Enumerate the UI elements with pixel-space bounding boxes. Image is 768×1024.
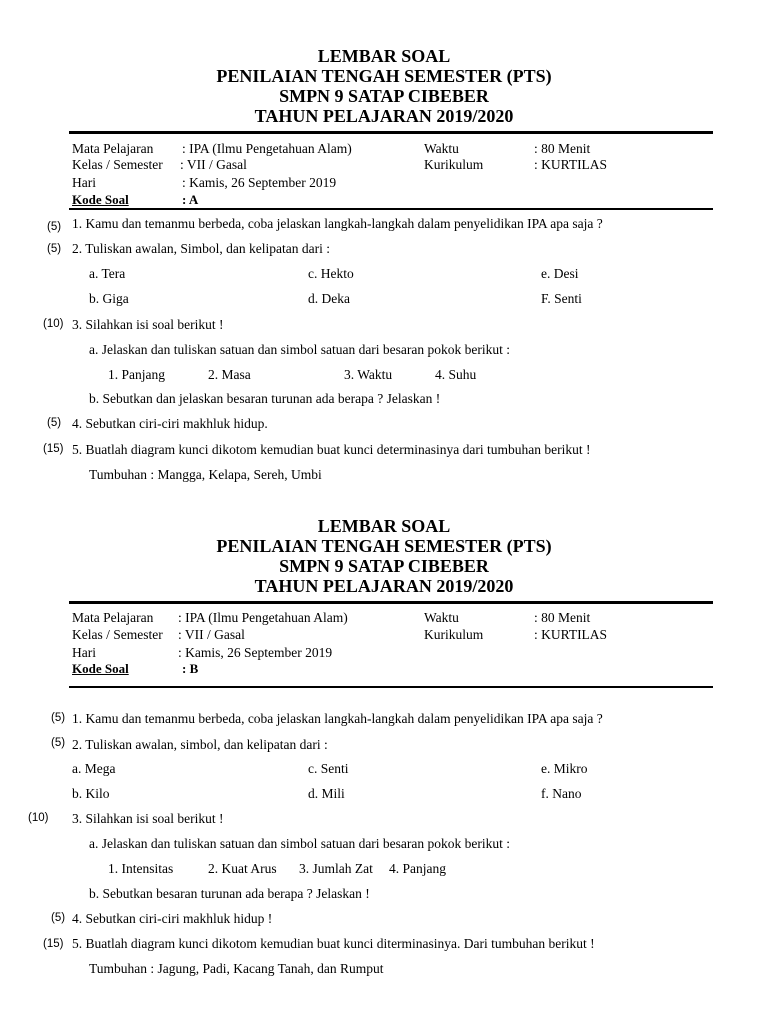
q4-score: (5) (47, 417, 62, 429)
q3-item: 4. Suhu (435, 367, 477, 382)
header-rule (69, 601, 713, 604)
curriculum-label: Kurikulum (424, 627, 484, 642)
q5-plants: Tumbuhan : Mangga, Kelapa, Sereh, Umbi (89, 467, 322, 482)
q3-text: 3. Silahkan isi soal berikut ! (72, 317, 224, 332)
q3-part-b: b. Sebutkan dan jelaskan besaran turunan ada berapa ? Jelaskan ! (89, 391, 441, 406)
q2-option: d. Mili (308, 786, 345, 801)
sheet-title: LEMBAR SOAL (317, 46, 451, 66)
q3-text: 3. Silahkan isi soal berikut ! (72, 811, 224, 826)
curriculum-value: : KURTILAS (534, 627, 608, 642)
exam-code-label: Kode Soal (72, 192, 129, 207)
q1-score: (5) (51, 712, 66, 724)
q2-score: (5) (47, 243, 62, 255)
q5-plants: Tumbuhan : Jagung, Padi, Kacang Tanah, dan Rumput (89, 961, 384, 976)
time-label: Waktu (424, 141, 459, 156)
exam-code-label: Kode Soal (72, 661, 129, 676)
q2-option: a. Tera (89, 266, 126, 281)
day-value: : Kamis, 26 September 2019 (182, 175, 337, 190)
class-value: : VII / Gasal (180, 157, 247, 172)
exam-code-value: : A (182, 192, 199, 207)
q2-option: c. Senti (308, 761, 349, 776)
exam-name: PENILAIAN TENGAH SEMESTER (PTS) (216, 536, 552, 556)
subject-value: : IPA (Ilmu Pengetahuan Alam) (178, 610, 348, 625)
subject-label: Mata Pelajaran (72, 141, 154, 156)
q3-item: 3. Waktu (344, 367, 393, 382)
academic-year: TAHUN PELAJARAN 2019/2020 (254, 576, 514, 596)
day-label: Hari (72, 175, 96, 190)
q5-score: (15) (43, 443, 64, 455)
exam-code (72, 661, 202, 677)
q2-option: b. Kilo (72, 786, 110, 801)
day-label: Hari (72, 645, 96, 660)
info-rule (69, 686, 713, 688)
class-value: : VII / Gasal (178, 627, 245, 642)
q3-item: 2. Masa (208, 367, 251, 382)
q4-text: 4. Sebutkan ciri-ciri makhluk hidup ! (72, 911, 273, 926)
q3-item: 4. Panjang (389, 861, 446, 876)
q2-option: b. Giga (89, 291, 129, 306)
q3-item: 1. Intensitas (108, 861, 174, 876)
time-value: : 80 Menit (534, 141, 591, 156)
school-name: SMPN 9 SATAP CIBEBER (279, 86, 489, 106)
q3-score: (10) (43, 318, 64, 330)
subject-value: : IPA (Ilmu Pengetahuan Alam) (182, 141, 352, 156)
exam-code-value: : B (182, 661, 199, 676)
curriculum-value: : KURTILAS (534, 157, 608, 172)
q3-part-a: a. Jelaskan dan tuliskan satuan dan simbol satuan dari besaran pokok berikut : (89, 836, 511, 851)
q5-text: 5. Buatlah diagram kunci dikotom kemudian buat kunci determinasinya dari tumbuhan berikut ! (72, 442, 591, 457)
q3-score: (10) (28, 812, 49, 824)
time-label: Waktu (424, 610, 459, 625)
q2-option: F. Senti (541, 291, 582, 306)
exam-name: PENILAIAN TENGAH SEMESTER (PTS) (216, 66, 552, 86)
time-value: : 80 Menit (534, 610, 591, 625)
q1-score: (5) (47, 221, 62, 233)
q3-part-a: a. Jelaskan dan tuliskan satuan dan simbol satuan dari besaran pokok berikut : (89, 342, 511, 357)
day-value: : Kamis, 26 September 2019 (178, 645, 333, 660)
academic-year: TAHUN PELAJARAN 2019/2020 (254, 106, 514, 126)
q2-option: a. Mega (72, 761, 116, 776)
q2-option: c. Hekto (308, 266, 354, 281)
q2-option: e. Mikro (541, 761, 588, 776)
class-label: Kelas / Semester (72, 157, 163, 172)
q5-text: 5. Buatlah diagram kunci dikotom kemudian buat kunci diterminasinya. Dari tumbuhan berikut ! (72, 936, 595, 951)
q2-score: (5) (51, 737, 66, 749)
class-label: Kelas / Semester (72, 627, 163, 642)
q3-item: 1. Panjang (108, 367, 165, 382)
q2-text: 2. Tuliskan awalan, Simbol, dan kelipatan dari : (72, 241, 330, 256)
q2-text: 2. Tuliskan awalan, simbol, dan kelipatan dari : (72, 737, 328, 752)
q1-text: 1. Kamu dan temanmu berbeda, coba jelaskan langkah-langkah dalam penyelidikan IPA apa saja ? (72, 711, 603, 726)
q3-item: 3. Jumlah Zat (299, 861, 373, 876)
q4-score: (5) (51, 912, 66, 924)
curriculum-label: Kurikulum (424, 157, 484, 172)
subject-label: Mata Pelajaran (72, 610, 154, 625)
school-name: SMPN 9 SATAP CIBEBER (279, 556, 489, 576)
q5-score: (15) (43, 938, 64, 950)
q2-option: e. Desi (541, 266, 579, 281)
q2-option: f. Nano (541, 786, 582, 801)
q3-part-b: b. Sebutkan besaran turunan ada berapa ? Jelaskan ! (89, 886, 370, 901)
q4-text: 4. Sebutkan ciri-ciri makhluk hidup. (72, 416, 268, 431)
q1-text: 1. Kamu dan temanmu berbeda, coba jelaskan langkah-langkah dalam penyelidikan IPA apa saja ? (72, 216, 603, 231)
sheet-title: LEMBAR SOAL (317, 516, 451, 536)
q2-option: d. Deka (308, 291, 350, 306)
q3-item: 2. Kuat Arus (208, 861, 277, 876)
